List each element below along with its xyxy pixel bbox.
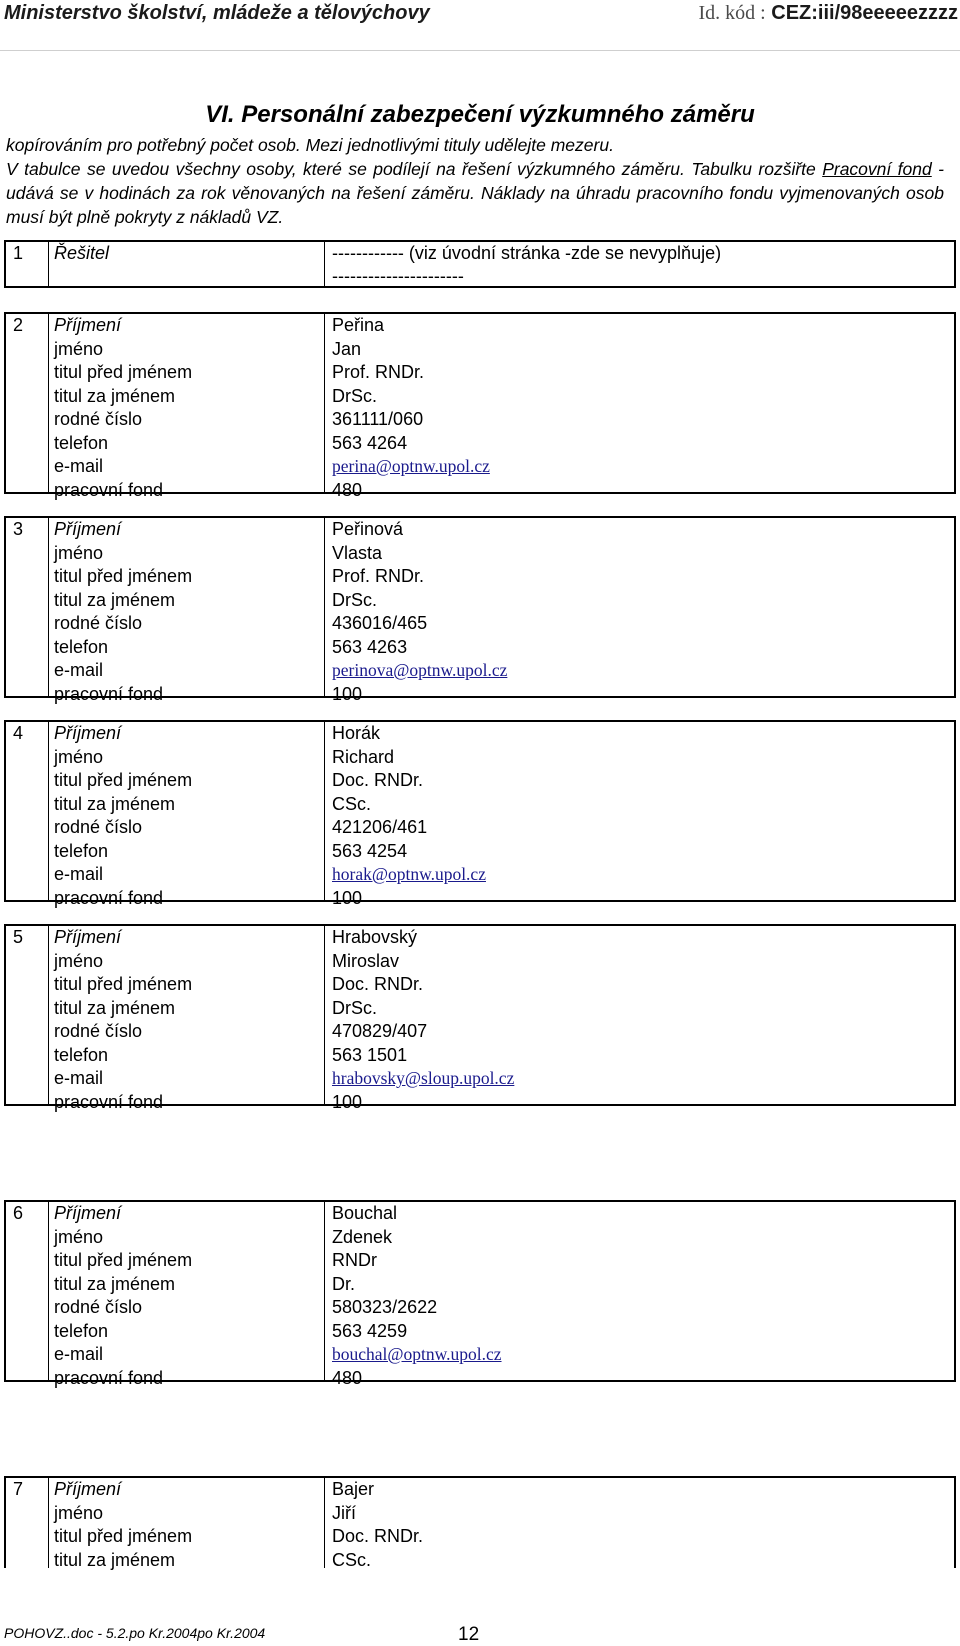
value-titul-pred: Doc. RNDr. <box>332 974 424 994</box>
id-code-group <box>698 2 958 25</box>
row-email <box>6 1343 954 1367</box>
row-number: 7 <box>13 1479 24 1499</box>
row-titul-pred <box>6 1525 954 1549</box>
row-telefon <box>6 1320 954 1344</box>
row-jmeno <box>6 542 954 566</box>
resitel-row-2 <box>6 265 954 288</box>
row-email <box>6 455 954 479</box>
label-titul-pred: titul před jménem <box>54 770 193 790</box>
row-pracovni-fond <box>6 479 954 503</box>
label-titul-za: titul za jménem <box>54 997 176 1018</box>
row-email <box>6 659 954 683</box>
row-rodne-cislo <box>6 612 954 636</box>
row-jmeno <box>6 1226 954 1250</box>
label-titul-pred: titul před jménem <box>54 974 193 994</box>
value-telefon: 563 4263 <box>332 636 408 657</box>
email-link[interactable]: perina@optnw.upol.cz <box>332 456 490 476</box>
value-titul-za: CSc. <box>332 793 372 814</box>
row-prijmeni <box>6 722 954 746</box>
value-titul-pred: Doc. RNDr. <box>332 1526 424 1546</box>
email-link[interactable]: perinova@optnw.upol.cz <box>332 660 508 680</box>
label-jmeno: jméno <box>54 1502 104 1523</box>
intro-text <box>6 133 944 229</box>
person-block-3 <box>4 516 956 704</box>
value-prijmeni: Horák <box>332 723 381 743</box>
label-prijmeni: Příjmení <box>54 1203 122 1223</box>
value-jmeno: Zdenek <box>332 1226 393 1247</box>
page-header <box>0 0 960 51</box>
value-pracovni-fond: 100 <box>332 683 363 704</box>
label-titul-za: titul za jménem <box>54 385 176 406</box>
value-telefon: 563 4264 <box>332 432 408 453</box>
value-prijmeni: Peřinová <box>332 519 404 539</box>
email-link[interactable]: horak@optnw.upol.cz <box>332 864 486 884</box>
label-pracovni-fond: pracovní fond <box>54 1367 164 1388</box>
value-pracovni-fond: 100 <box>332 1091 363 1112</box>
row-rodne-cislo <box>6 1020 954 1044</box>
row-number: 6 <box>13 1203 24 1223</box>
value-rodne-cislo: 361111/060 <box>332 409 424 429</box>
row-number: 2 <box>13 315 24 335</box>
value-telefon: 563 4259 <box>332 1320 408 1341</box>
person-block-4 <box>4 720 956 908</box>
value-titul-pred: RNDr <box>332 1250 377 1270</box>
label-telefon: telefon <box>54 1320 109 1341</box>
row-prijmeni <box>6 1202 954 1226</box>
label-telefon: telefon <box>54 432 109 453</box>
label-email: e-mail <box>54 864 104 884</box>
value-prijmeni: Bouchal <box>332 1203 398 1223</box>
value-titul-za: DrSc. <box>332 997 377 1018</box>
value-telefon: 563 1501 <box>332 1044 408 1065</box>
row-pracovni-fond <box>6 1091 954 1115</box>
value-titul-za: Dr. <box>332 1273 356 1294</box>
label-jmeno: jméno <box>54 746 104 767</box>
label-pracovni-fond: pracovní fond <box>54 683 164 704</box>
row-prijmeni <box>6 1478 954 1502</box>
value-titul-pred: Prof. RNDr. <box>332 362 425 382</box>
label-titul-pred: titul před jménem <box>54 566 193 586</box>
value-jmeno: Jan <box>332 338 362 359</box>
intro-line-1: kopírováním pro potřebný počet osob. Mezi jednotlivými tituly udělejte mezeru. <box>6 135 614 155</box>
intro-link-pracovni-fond: Pracovní fond <box>822 159 932 179</box>
label-titul-za: titul za jménem <box>54 1273 176 1294</box>
value-rodne-cislo: 436016/465 <box>332 613 428 633</box>
label-titul-za: titul za jménem <box>54 589 176 610</box>
email-link[interactable]: hrabovsky@sloup.upol.cz <box>332 1068 515 1088</box>
row-jmeno <box>6 338 954 362</box>
resitel-row <box>6 242 954 265</box>
row-titul-pred <box>6 769 954 793</box>
label-telefon: telefon <box>54 840 109 861</box>
row-number: 5 <box>13 927 24 947</box>
value-prijmeni: Peřina <box>332 315 385 335</box>
row-titul-za <box>6 1549 954 1573</box>
value-rodne-cislo: 421206/461 <box>332 817 428 837</box>
row-titul-pred <box>6 361 954 385</box>
label-email: e-mail <box>54 1344 104 1364</box>
row-number: 4 <box>13 723 24 743</box>
person-block-5 <box>4 924 956 1112</box>
row-email <box>6 1067 954 1091</box>
row-rodne-cislo <box>6 1296 954 1320</box>
label-rodne-cislo: rodné číslo <box>54 613 143 633</box>
label-pracovni-fond: pracovní fond <box>54 1091 164 1112</box>
row-titul-pred <box>6 973 954 997</box>
row-jmeno <box>6 1502 954 1526</box>
value-titul-pred: Doc. RNDr. <box>332 770 424 790</box>
value-titul-pred: Prof. RNDr. <box>332 566 425 586</box>
row-telefon <box>6 1044 954 1068</box>
row-jmeno <box>6 746 954 770</box>
value-rodne-cislo: 470829/407 <box>332 1021 428 1041</box>
label-telefon: telefon <box>54 1044 109 1065</box>
page-number: 12 <box>458 1624 480 1645</box>
label-email: e-mail <box>54 456 104 476</box>
value-telefon: 563 4254 <box>332 840 408 861</box>
label-rodne-cislo: rodné číslo <box>54 817 143 837</box>
label-jmeno: jméno <box>54 1226 104 1247</box>
intro-paragraph <box>6 157 944 229</box>
value-rodne-cislo: 580323/2622 <box>332 1297 438 1317</box>
row-email <box>6 863 954 887</box>
row-jmeno <box>6 950 954 974</box>
id-code-value: CEZ:iii/98eeeeezzzz <box>771 2 958 24</box>
section-title: VI. Personální zabezpečení výzkumného záměru <box>205 101 755 128</box>
resitel-note: ------------ (viz úvodní stránka -zde se nevyplňuje) <box>332 243 722 263</box>
row-pracovni-fond <box>6 1367 954 1391</box>
label-jmeno: jméno <box>54 542 104 563</box>
intro-part-a: V tabulce se uvedou všechny osoby, které se podílejí na řešení výzkumného záměru. Tabulku rozšiřte <box>6 159 823 179</box>
row-pracovni-fond <box>6 887 954 911</box>
label-titul-za: titul za jménem <box>54 793 176 814</box>
resitel-block <box>4 240 956 288</box>
resitel-label: Řešitel <box>54 243 110 263</box>
row-titul-za <box>6 1273 954 1297</box>
person-block-2 <box>4 312 956 500</box>
id-code-label: Id. kód : <box>698 2 766 24</box>
label-prijmeni: Příjmení <box>54 315 122 335</box>
value-prijmeni: Bajer <box>332 1479 375 1499</box>
row-titul-za <box>6 793 954 817</box>
label-jmeno: jméno <box>54 950 104 971</box>
value-jmeno: Richard <box>332 746 395 767</box>
label-rodne-cislo: rodné číslo <box>54 409 143 429</box>
row-rodne-cislo <box>6 816 954 840</box>
label-prijmeni: Příjmení <box>54 519 122 539</box>
row-telefon <box>6 432 954 456</box>
label-email: e-mail <box>54 660 104 680</box>
row-titul-za <box>6 997 954 1021</box>
value-jmeno: Vlasta <box>332 542 383 563</box>
person-block-6 <box>4 1200 956 1388</box>
value-prijmeni: Hrabovský <box>332 927 418 947</box>
label-titul-pred: titul před jménem <box>54 1526 193 1546</box>
label-prijmeni: Příjmení <box>54 723 122 743</box>
row-prijmeni <box>6 926 954 950</box>
row-titul-za <box>6 589 954 613</box>
label-prijmeni: Příjmení <box>54 1479 122 1499</box>
label-titul-pred: titul před jménem <box>54 362 193 382</box>
value-jmeno: Miroslav <box>332 950 400 971</box>
ministry-name: Ministerstvo školství, mládeže a tělovýchovy <box>4 2 430 24</box>
value-titul-za: DrSc. <box>332 589 377 610</box>
value-pracovni-fond: 100 <box>332 887 363 908</box>
label-email: e-mail <box>54 1068 104 1088</box>
value-titul-za: DrSc. <box>332 385 377 406</box>
label-rodne-cislo: rodné číslo <box>54 1297 143 1317</box>
row-telefon <box>6 840 954 864</box>
label-titul-pred: titul před jménem <box>54 1250 193 1270</box>
value-jmeno: Jiří <box>332 1502 356 1523</box>
resitel-dashes: ---------------------- <box>332 266 464 286</box>
row-number: 3 <box>13 519 24 539</box>
row-telefon <box>6 636 954 660</box>
intro-part-b: - udává se v hodinách za rok věnovaných na řešení záměru. Náklady na úhradu pracovního fondu vyjmenovaných osob musí být plně pokryty z nákladů VZ. <box>6 159 944 227</box>
row-number: 1 <box>13 243 24 263</box>
label-pracovni-fond: pracovní fond <box>54 479 164 500</box>
row-titul-za <box>6 385 954 409</box>
email-link[interactable]: bouchal@optnw.upol.cz <box>332 1344 502 1364</box>
value-titul-za: CSc. <box>332 1549 372 1570</box>
value-pracovni-fond: 480 <box>332 1367 363 1388</box>
label-rodne-cislo: rodné číslo <box>54 1021 143 1041</box>
row-prijmeni <box>6 314 954 338</box>
row-titul-pred <box>6 565 954 589</box>
label-pracovni-fond: pracovní fond <box>54 887 164 908</box>
label-prijmeni: Příjmení <box>54 927 122 947</box>
label-telefon: telefon <box>54 636 109 657</box>
label-titul-za: titul za jménem <box>54 1549 176 1570</box>
row-titul-pred <box>6 1249 954 1273</box>
value-pracovni-fond: 480 <box>332 479 363 500</box>
person-block-7 <box>4 1476 956 1568</box>
row-pracovni-fond <box>6 683 954 707</box>
row-rodne-cislo <box>6 408 954 432</box>
row-prijmeni <box>6 518 954 542</box>
footer-filename: POHOVZ..doc - 5.2.po Kr.2004po Kr.2004 <box>4 1625 266 1641</box>
label-jmeno: jméno <box>54 338 104 359</box>
